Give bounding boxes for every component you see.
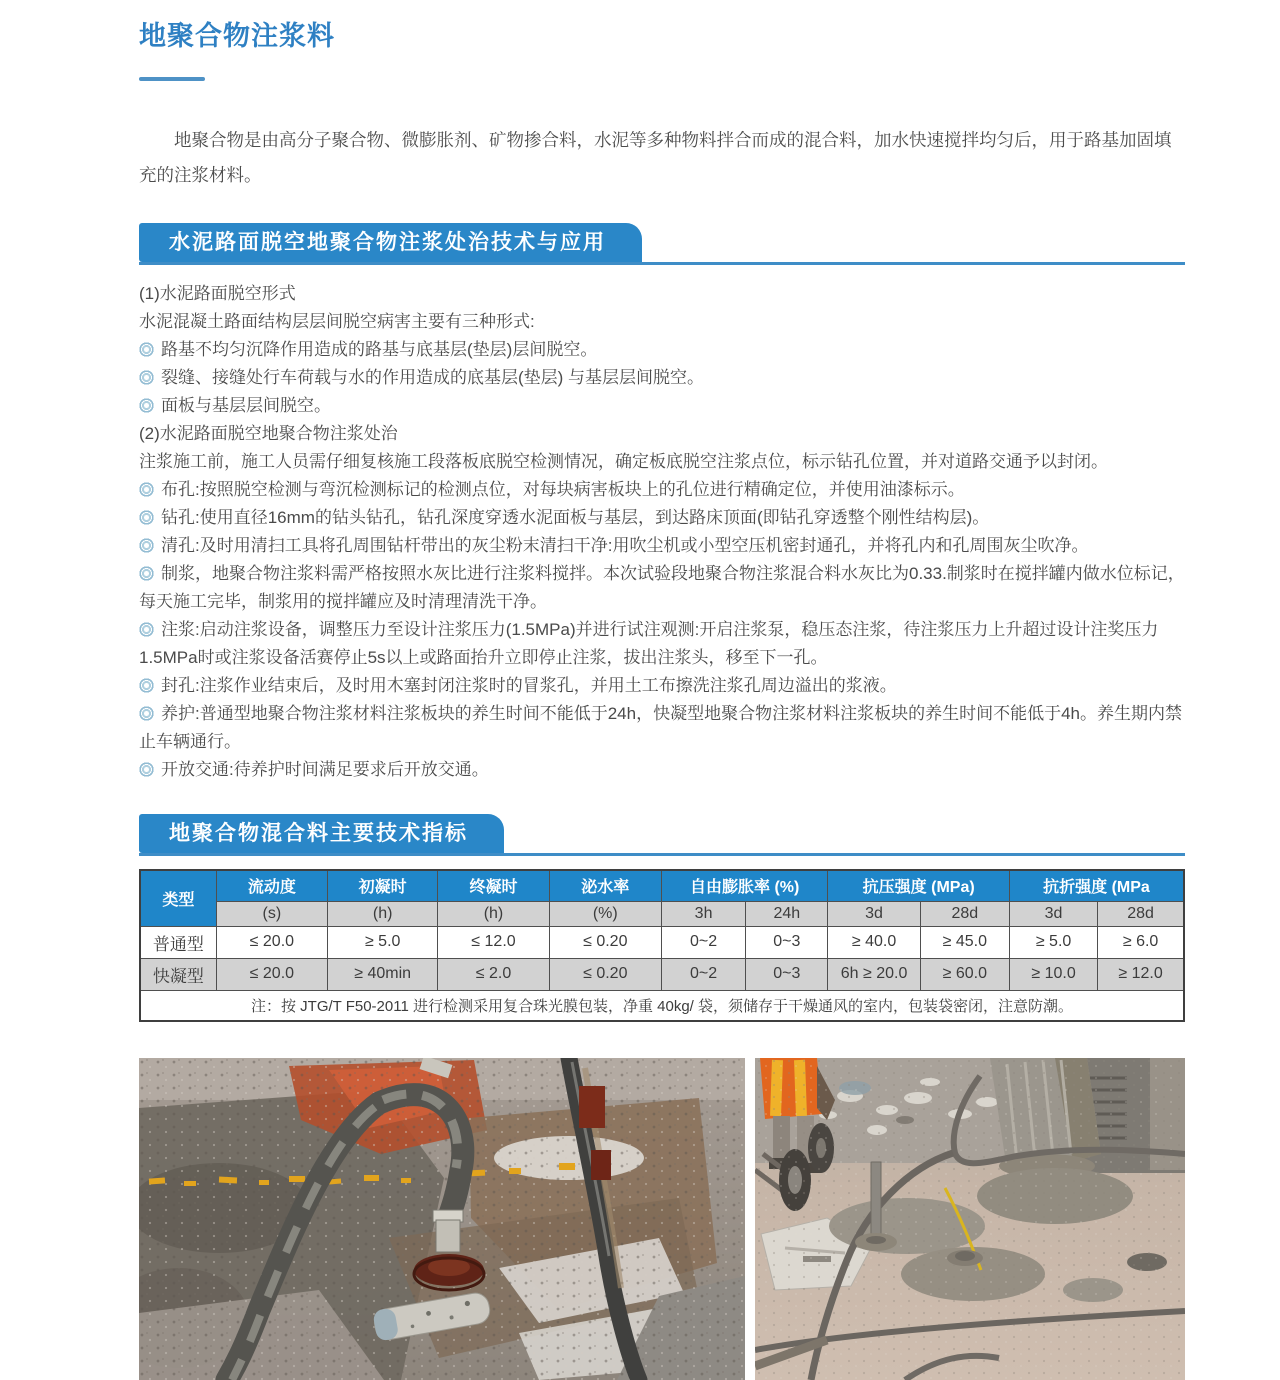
list-item: [139, 280, 1185, 308]
spec-table: [139, 869, 1185, 1022]
list-item-text: 面板与基层层间脱空。: [161, 396, 331, 415]
table-header-cell: 抗压强度 (MPa): [828, 870, 1010, 901]
section-banner-wrap-1: [139, 223, 1185, 265]
list-item-text: 注浆施工前，施工人员需仔细复核施工段落板底脱空检测情况，确定板底脱空注浆点位，标示钻孔位置，并对道路交通予以封闭。: [139, 452, 1108, 471]
table-value-cell: ≥ 5.0: [1009, 926, 1097, 958]
list-item-text: 封孔:注浆作业结束后，及时用木塞封闭注浆时的冒浆孔，并用土工布擦洗注浆孔周边溢出的浆液。: [161, 676, 897, 695]
list-item-text: (2)水泥路面脱空地聚合物注浆处治: [139, 424, 398, 443]
row-type-cell: 普通型: [140, 926, 216, 958]
ring-bullet-icon: [139, 762, 154, 777]
list-item-text: 裂缝、接缝处行车荷载与水的作用造成的底基层(垫层) 与基层层间脱空。: [161, 368, 705, 387]
table-subheader-cell: (s): [216, 901, 327, 926]
table-subheader-cell: 24h: [746, 901, 828, 926]
spec-table-body: [140, 926, 1184, 990]
row-type-cell: 快凝型: [140, 958, 216, 990]
ring-bullet-icon: [139, 510, 154, 525]
table-subheader-cell: 3h: [661, 901, 745, 926]
table-header-cell: 终凝时: [438, 870, 549, 901]
table-value-cell: ≤ 20.0: [216, 958, 327, 990]
list-item-text: 开放交通:待养护时间满足要求后开放交通。: [161, 760, 489, 779]
table-row: [140, 958, 1184, 990]
table-note: 注：按 JTG/T F50-2011 进行检测采用复合珠光膜包装，净重 40kg/ 袋，须储存于干燥通风的室内，包装袋密闭，注意防潮。: [140, 990, 1184, 1021]
ring-bullet-icon: [139, 706, 154, 721]
list-item: [139, 560, 1185, 616]
page-title: 地聚合物注浆料: [139, 21, 335, 51]
intro-paragraph: 地聚合物是由高分子聚合物、微膨胀剂、矿物掺合料，水泥等多种物料拌合而成的混合料，加水快速搅拌均匀后，用于路基加固填充的注浆材料。: [139, 130, 1172, 185]
table-subheader-cell: 28d: [920, 901, 1009, 926]
ring-bullet-icon: [139, 342, 154, 357]
ring-bullet-icon: [139, 398, 154, 413]
list-item-text: 制浆，地聚合物注浆料需严格按照水灰比进行注浆料搅拌。本次试验段地聚合物注浆混合料水灰比为0.33.制浆时在搅拌罐内做水位标记，每天施工完毕，制浆用的搅拌罐应及时清理清洗干净。: [139, 564, 1185, 611]
ring-bullet-icon: [139, 482, 154, 497]
table-header-cell: 初凝时: [328, 870, 438, 901]
table-value-cell: 0~3: [746, 958, 828, 990]
table-value-cell: 0~3: [746, 926, 828, 958]
table-value-cell: ≥ 40min: [328, 958, 438, 990]
list-item: [139, 700, 1185, 756]
list-item: [139, 308, 1185, 336]
table-value-cell: ≥ 6.0: [1098, 926, 1184, 958]
list-item-text: 养护:普通型地聚合物注浆材料注浆板块的养生时间不能低于24h，快凝型地聚合物注浆材料注浆板块的养生时间不能低于4h。养生期内禁止车辆通行。: [139, 704, 1182, 751]
list-item-text: 钻孔:使用直径16mm的钻头钻孔，钻孔深度穿透水泥面板与基层，到达路床顶面(即钻孔穿透整个刚性结构层)。: [161, 508, 990, 527]
ring-bullet-icon: [139, 622, 154, 637]
document-page: [139, 0, 1185, 1380]
ring-bullet-icon: [139, 678, 154, 693]
list-item-text: 注浆:启动注浆设备，调整压力至设计注浆压力(1.5MPa)并进行试注观测:开启注浆泵，稳压态注浆，待注浆压力上升超过设计注奖压力1.5MPa时或注浆设备活赛停止5s以上或路面抬升立即停止注浆，拔出注浆头，移至下一孔。: [139, 620, 1159, 667]
table-value-cell: ≥ 10.0: [1009, 958, 1097, 990]
list-item: [139, 420, 1185, 448]
table-value-cell: ≤ 0.20: [549, 958, 661, 990]
table-value-cell: ≥ 5.0: [328, 926, 438, 958]
table-header-cell: 抗折强度 (MPa: [1009, 870, 1184, 901]
ring-bullet-icon: [139, 538, 154, 553]
spec-table-head: [140, 870, 1184, 926]
list-item: [139, 756, 1185, 784]
table-subheader-cell: 3d: [828, 901, 920, 926]
table-value-cell: ≥ 60.0: [920, 958, 1009, 990]
table-header-cell: 类型: [140, 870, 216, 926]
table-value-cell: 6h ≥ 20.0: [828, 958, 920, 990]
list-item: [139, 392, 1185, 420]
list-item: [139, 616, 1185, 672]
list-item: [139, 504, 1185, 532]
list-item: [139, 476, 1185, 504]
list-item: [139, 532, 1185, 560]
title-underline: [139, 77, 205, 81]
list-item: [139, 448, 1185, 476]
list-item-text: 清孔:及时用清扫工具将孔周围钻杆带出的灰尘粉末清扫干净:用吹尘机或小型空压机密封通孔，并将孔内和孔周围灰尘吹净。: [161, 536, 1089, 555]
table-subheader-cell: 3d: [1009, 901, 1097, 926]
list-item: [139, 672, 1185, 700]
table-header-cell: 流动度: [216, 870, 327, 901]
table-value-cell: 0~2: [661, 958, 745, 990]
table-value-cell: 0~2: [661, 926, 745, 958]
list-item-text: 布孔:按照脱空检测与弯沉检测标记的检测点位，对每块病害板块上的孔位进行精确定位，并使用油漆标示。: [161, 480, 965, 499]
section-heading-specs: 地聚合物混合料主要技术指标: [139, 814, 504, 853]
table-value-cell: ≤ 0.20: [549, 926, 661, 958]
list-item: [139, 336, 1185, 364]
ring-bullet-icon: [139, 566, 154, 581]
table-subheader-cell: (h): [328, 901, 438, 926]
table-note-row: [140, 990, 1184, 1021]
list-item-text: 水泥混凝土路面结构层层间脱空病害主要有三种形式:: [139, 312, 535, 331]
table-header-cell: 自由膨胀率 (%): [661, 870, 827, 901]
table-value-cell: ≥ 12.0: [1098, 958, 1184, 990]
table-value-cell: ≤ 12.0: [438, 926, 549, 958]
list-item: [139, 364, 1185, 392]
table-subheader-cell: (%): [549, 901, 661, 926]
ring-bullet-icon: [139, 370, 154, 385]
list-item-text: (1)水泥路面脱空形式: [139, 284, 296, 303]
section-heading-technology: 水泥路面脱空地聚合物注浆处治技术与应用: [139, 223, 642, 262]
list-item-text: 路基不均匀沉降作用造成的路基与底基层(垫层)层间脱空。: [161, 340, 598, 359]
table-header-cell: 泌水率: [549, 870, 661, 901]
table-value-cell: ≤ 2.0: [438, 958, 549, 990]
table-value-cell: ≤ 20.0: [216, 926, 327, 958]
figures-row: [139, 1058, 1185, 1380]
grouting-worksite-photo: [755, 1058, 1185, 1380]
section-banner-wrap-2: [139, 814, 1185, 856]
grout-hose-on-cement-pavement-photo: [139, 1058, 745, 1380]
table-subheader-cell: (h): [438, 901, 549, 926]
table-value-cell: ≥ 40.0: [828, 926, 920, 958]
table-value-cell: ≥ 45.0: [920, 926, 1009, 958]
table-row: [140, 926, 1184, 958]
process-list: [139, 280, 1185, 784]
table-subheader-cell: 28d: [1098, 901, 1184, 926]
